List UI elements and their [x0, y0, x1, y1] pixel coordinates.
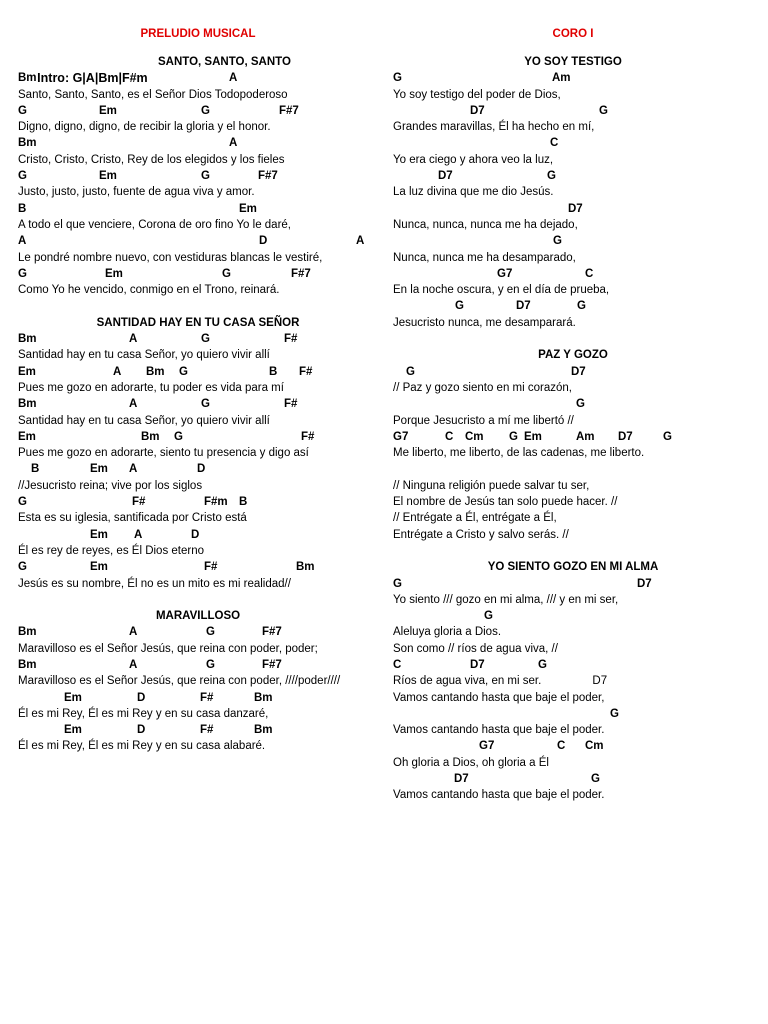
spacer [393, 543, 753, 559]
chord-line [18, 429, 378, 445]
chord: A [129, 626, 138, 639]
chord: B [18, 202, 27, 215]
chord: G [393, 577, 402, 590]
chord: G [18, 170, 27, 183]
chord: F#7 [279, 104, 299, 117]
chord: Em [90, 561, 108, 574]
lyric-line: Me liberto, me liberto, de las cadenas, me liberto. [393, 447, 645, 460]
chord: F#m [204, 496, 228, 509]
lyric-line: Nunca, nunca, nunca me ha dejado, [393, 218, 578, 231]
chord: G [206, 658, 215, 671]
song-title: MARAVILLOSO [155, 610, 241, 623]
lyric-line: Él es mi Rey, Él es mi Rey y en su casa alabaré. [18, 740, 266, 753]
chord: A [129, 333, 138, 346]
chord: A [129, 658, 138, 671]
spacer [18, 42, 378, 54]
chord: C [445, 430, 454, 443]
chord: Em [90, 463, 108, 476]
chord-line [18, 266, 378, 282]
chord: G [591, 773, 600, 786]
chord: B [239, 496, 248, 509]
chord: F# [200, 691, 214, 704]
chord: D [191, 528, 200, 541]
chord: Am [576, 430, 595, 443]
lyric-line: Vamos cantando hasta que baje el poder. [393, 724, 605, 737]
chord: G [538, 658, 547, 671]
lyric-line: Entrégate a Cristo y salvo serás. // [393, 528, 569, 541]
lyric-line: Maravilloso es el Señor Jesús, que reina con poder, poder; [18, 642, 318, 655]
chord: Bm [254, 691, 273, 704]
chord: Em [105, 267, 123, 280]
chord: G [179, 365, 188, 378]
chord: D7 [571, 365, 586, 378]
spacer [393, 42, 753, 54]
chord: Em [64, 691, 82, 704]
chord-line [393, 103, 753, 119]
spacer [18, 298, 378, 314]
chord-line [393, 70, 753, 86]
chord-line [393, 429, 753, 445]
chord: G [406, 365, 415, 378]
intro-line [18, 54, 378, 86]
intro-chords: Intro: G|A|Bm|F#m [37, 71, 148, 86]
chord: Em [18, 430, 36, 443]
chord-line [393, 135, 753, 151]
chord: D7 [516, 300, 531, 313]
chord: F# [299, 365, 313, 378]
chord: G [393, 72, 402, 85]
chord: D [137, 691, 146, 704]
chord: G [201, 398, 210, 411]
chord: Em [99, 104, 117, 117]
chord: Em [90, 528, 108, 541]
chord: A [229, 72, 238, 85]
chord: D7 [470, 658, 485, 671]
chord: D [259, 235, 268, 248]
lyric-line: Santidad hay en tu casa Señor, yo quiero vivir allí [18, 414, 270, 427]
chord-line [393, 396, 753, 412]
chord: D7 [454, 773, 469, 786]
chord: Em [64, 724, 82, 737]
lyric-line: En la noche oscura, y en el día de prueba, [393, 284, 610, 297]
chord-line [18, 690, 378, 706]
chord: B [31, 463, 40, 476]
chord: G [174, 430, 183, 443]
lyric-line: Yo siento /// gozo en mi alma, /// y en mi ser, [393, 593, 619, 606]
chord: G [201, 333, 210, 346]
chord: F#7 [262, 626, 282, 639]
chord: F# [284, 333, 298, 346]
chord-line [393, 298, 753, 314]
chord: G [201, 104, 210, 117]
chord: D7 [438, 170, 453, 183]
left-songs [18, 70, 378, 754]
chord: G [610, 707, 619, 720]
chord: Bm [18, 626, 37, 639]
chord: G [599, 104, 608, 117]
chord-line [18, 201, 378, 217]
lyric-line: Nunca, nunca me ha desamparado, [393, 251, 576, 264]
chord: Em [99, 170, 117, 183]
lyric-line: Ríos de agua viva, en mi ser. D7 [393, 675, 608, 688]
chord-line [393, 608, 753, 624]
right-column [393, 26, 753, 804]
chord: G [509, 430, 518, 443]
section-heading-preludio: PRELUDIO MUSICAL [140, 28, 256, 40]
chord-line [18, 396, 378, 412]
chord: C [557, 740, 566, 753]
lyric-line: Pues me gozo en adorarte, tu poder es vida para mí [18, 381, 284, 394]
chord: A [18, 235, 27, 248]
lyric-line: // Paz y gozo siento en mi corazón, [393, 381, 572, 394]
chord: G7 [479, 740, 495, 753]
chord: G [547, 170, 556, 183]
lyric-line: Oh gloria a Dios, oh gloria a Él [393, 756, 549, 769]
lyric-line: // Ninguna religión puede salvar tu ser, [393, 479, 590, 492]
chord: A [356, 235, 365, 248]
lyric-line: Digno, digno, digno, de recibir la gloria y el honor. [18, 121, 271, 134]
lyric-line: Yo era ciego y ahora veo la luz, [393, 153, 554, 166]
lyric-line: Vamos cantando hasta que baje el poder, [393, 691, 605, 704]
chord-line [18, 559, 378, 575]
chord: Cm [465, 430, 484, 443]
chord: G [206, 626, 215, 639]
chord: Bm [18, 333, 37, 346]
lyric-line: Le pondré nombre nuevo, con vestiduras blancas le vestiré, [18, 251, 323, 264]
chord-line [393, 233, 753, 249]
lyric-line: Él es rey de reyes, es Él Dios eterno [18, 544, 204, 557]
chord-line [18, 364, 378, 380]
lyric-line: Maravilloso es el Señor Jesús, que reina con poder, ////poder//// [18, 675, 341, 688]
chord: A [229, 137, 238, 150]
chord: G [455, 300, 464, 313]
chord-line [18, 103, 378, 119]
chord-line [393, 168, 753, 184]
chord: Bm [146, 365, 165, 378]
lyric-line: Cristo, Cristo, Cristo, Rey de los elegidos y los fieles [18, 153, 285, 166]
lyric-line: Pues me gozo en adorarte, siento tu presencia y digo así [18, 447, 309, 460]
chord-line [18, 624, 378, 640]
chord: G [553, 235, 562, 248]
lyric-line: Grandes maravillas, Él ha hecho en mí, [393, 121, 595, 134]
song-title: YO SIENTO GOZO EN MI ALMA [487, 561, 659, 574]
chord: Bm [141, 430, 160, 443]
lyric-line: Justo, justo, justo, fuente de agua viva y amor. [18, 186, 255, 199]
chord-line [18, 461, 378, 477]
chord: F# [200, 724, 214, 737]
chord-line [18, 657, 378, 673]
chord: Em [239, 202, 257, 215]
chord-line [18, 168, 378, 184]
chord: G [18, 496, 27, 509]
chord-line [18, 722, 378, 738]
chord: A [129, 398, 138, 411]
chord-line [393, 576, 753, 592]
chord-line [393, 201, 753, 217]
chord: G7 [393, 430, 409, 443]
song-title: SANTIDAD HAY EN TU CASA SEÑOR [96, 316, 300, 329]
chord-line [18, 70, 378, 86]
chord: F#7 [258, 170, 278, 183]
chord: G [18, 267, 27, 280]
lyric-line: Jesús es su nombre, Él no es un mito es mi realidad// [18, 577, 291, 590]
left-column [18, 26, 378, 755]
chord: Bm [296, 561, 315, 574]
chord: Cm [585, 740, 604, 753]
chord: D7 [637, 577, 652, 590]
chord: C [550, 137, 559, 150]
chord-line [18, 527, 378, 543]
lyric-line: Yo soy testigo del poder de Dios, [393, 88, 561, 101]
chord: G [222, 267, 231, 280]
chord: F# [301, 430, 315, 443]
right-songs [393, 54, 753, 804]
chord: D [197, 463, 206, 476]
song-title: PAZ Y GOZO [538, 349, 608, 362]
chord: C [585, 267, 594, 280]
chord: Bm [18, 658, 37, 671]
chord-line [18, 494, 378, 510]
lyric-line: La luz divina que me dio Jesús. [393, 186, 554, 199]
chord: F# [204, 561, 218, 574]
spacer [393, 331, 753, 347]
lyric-line: Son como // ríos de agua viva, // [393, 642, 558, 655]
chord: Em [524, 430, 542, 443]
lyric-line: Jesucristo nunca, me desamparará. [393, 316, 576, 329]
chord: G [484, 610, 493, 623]
lyric-line: Porque Jesucristo a mí me libertó // [393, 414, 574, 427]
song-title: YO SOY TESTIGO [524, 56, 622, 68]
chord: F# [284, 398, 298, 411]
chord: G [201, 170, 210, 183]
chord: G [577, 300, 586, 313]
chord-line [393, 657, 753, 673]
chord: F# [132, 496, 146, 509]
song-title-santo: SANTO, SANTO, SANTO [158, 56, 291, 68]
chord: G7 [497, 267, 513, 280]
chord: D7 [568, 202, 583, 215]
spacer [18, 592, 378, 608]
chord-line [393, 738, 753, 754]
chord: A [129, 463, 138, 476]
section-heading-coro: CORO I [552, 28, 594, 40]
chord: Bm [254, 724, 273, 737]
chord: G [663, 430, 672, 443]
chord: F#7 [291, 267, 311, 280]
chord-line [18, 331, 378, 347]
chord-line [393, 771, 753, 787]
chord: G [18, 561, 27, 574]
chord: A [113, 365, 122, 378]
chord: G [18, 104, 27, 117]
chord-line [393, 266, 753, 282]
chord: C [393, 658, 402, 671]
chord: A [134, 528, 143, 541]
chord: D [137, 724, 146, 737]
chord: Bm [18, 398, 37, 411]
chord: Bm [18, 137, 37, 150]
chord: G [576, 398, 585, 411]
lyric-line: Santidad hay en tu casa Señor, yo quiero vivir allí [18, 349, 270, 362]
chord: Bm [18, 72, 37, 85]
chord: Em [18, 365, 36, 378]
spacer [393, 461, 753, 477]
chord-line [18, 135, 378, 151]
chord: B [269, 365, 278, 378]
chord-line [393, 364, 753, 380]
chord-line [393, 706, 753, 722]
lyric-line: Como Yo he vencido, conmigo en el Trono, reinará. [18, 284, 280, 297]
chord: D7 [470, 104, 485, 117]
chord-line [18, 233, 378, 249]
lyric-line: // Entrégate a Él, entrégate a Él, [393, 512, 557, 525]
chord: D7 [618, 430, 633, 443]
lyric-line: //Jesucristo reina; vive por los siglos [18, 479, 203, 492]
chord: F#7 [262, 658, 282, 671]
lyric-line: Santo, Santo, Santo, es el Señor Dios Todopoderoso [18, 88, 288, 101]
lyric-line: El nombre de Jesús tan solo puede hacer. // [393, 496, 618, 509]
lyric-line: Vamos cantando hasta que baje el poder. [393, 789, 605, 802]
lyric-line: Él es mi Rey, Él es mi Rey y en su casa danzaré, [18, 707, 269, 720]
lyric-line: Esta es su iglesia, santificada por Cristo está [18, 512, 247, 525]
chord: Am [552, 72, 571, 85]
lyric-line: A todo el que venciere, Corona de oro fino Yo le daré, [18, 218, 292, 231]
lyric-line: Aleluya gloria a Dios. [393, 626, 502, 639]
